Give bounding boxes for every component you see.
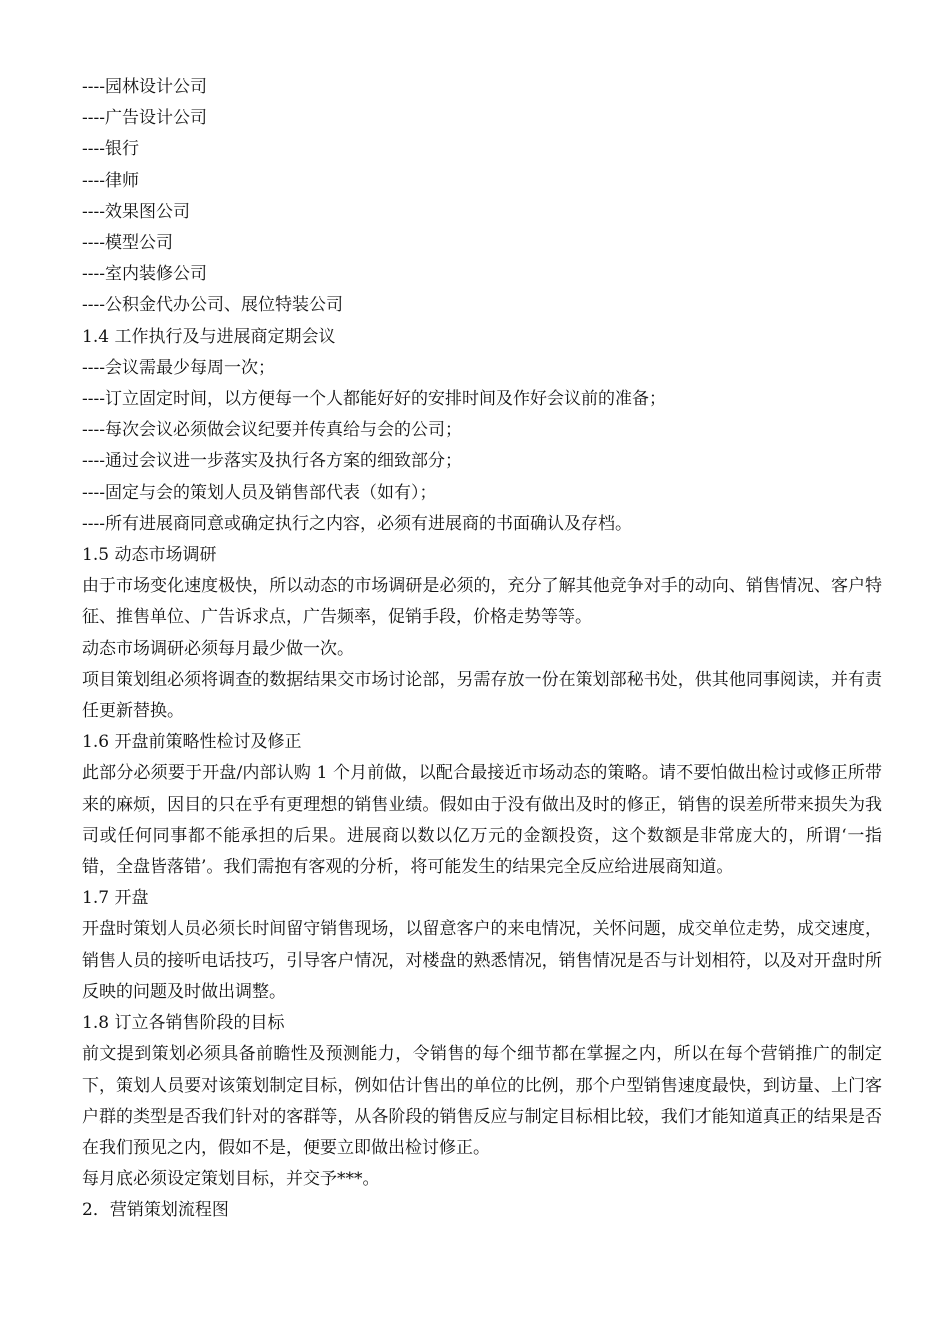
- section-heading-1-7: 1.7 开盘: [82, 888, 149, 909]
- list-item: ----公积金代办公司、展位特装公司: [82, 295, 343, 316]
- list-item: ----固定与会的策划人员及销售部代表（如有）；: [82, 482, 437, 503]
- paragraph: 开盘时策划人员必须长时间留守销售现场，以留意客户的来电情况，关怀问题，成交单位走势，成交速度，销售人员的接听电话技巧，引导客户情况，对楼盘的熟悉情况，销售情况是否与计划相符，以及对开盘时所反映的问题及时做出调整。: [82, 919, 882, 1002]
- list-item: ----律师: [82, 170, 139, 191]
- paragraph: 项目策划组必须将调查的数据结果交市场讨论部，另需存放一份在策划部秘书处，供其他同事阅读，并有责任更新替换。: [82, 669, 882, 722]
- document-body: [82, 72, 882, 1227]
- section-heading-2: 2．营销策划流程图: [82, 1200, 229, 1221]
- section-heading-1-6: 1.6 开盘前策略性检讨及修正: [82, 732, 302, 753]
- section-heading-1-5: 1.5 动态市场调研: [82, 545, 217, 566]
- list-item: ----广告设计公司: [82, 108, 207, 129]
- list-item: ----每次会议必须做会议纪要并传真给与会的公司；: [82, 420, 462, 441]
- paragraph: 此部分必须要于开盘/内部认购 1 个月前做，以配合最接近市场动态的策略。请不要怕做出检讨或修正所带来的麻烦，因目的只在乎有更理想的销售业绩。假如由于没有做出及时的修正，销售的误差所带来损失为我司或任何同事都不能承担的后果。进展商以数以亿万元的金额投资，这个数额是非常庞大的，所谓‘一指错，全盘皆落错’。我们需抱有客观的分析，将可能发生的结果完全反应给进展商知道。: [82, 763, 882, 878]
- paragraph: 前文提到策划必须具备前瞻性及预测能力，令销售的每个细节都在掌握之内，所以在每个营销推广的制定下，策划人员要对该策划制定目标，例如估计售出的单位的比例，那个户型销售速度最快，到访量、上门客户群的类型是否我们针对的客群等，从各阶段的销售反应与制定目标相比较，我们才能知道真正的结果是否在我们预见之内，假如不是，便要立即做出检讨修正。: [82, 1044, 882, 1158]
- list-item: ----所有进展商同意或确定执行之内容，必须有进展商的书面确认及存档。: [82, 513, 632, 534]
- paragraph: 每月底必须设定策划目标，并交予***。: [82, 1169, 380, 1190]
- list-item: ----订立固定时间，以方便每一个人都能好好的安排时间及作好会议前的准备；: [82, 389, 666, 410]
- list-item: ----银行: [82, 139, 139, 160]
- section-heading-1-8: 1.8 订立各销售阶段的目标: [82, 1013, 285, 1034]
- paragraph: 动态市场调研必须每月最少做一次。: [82, 638, 354, 659]
- list-item: ----室内装修公司: [82, 264, 207, 285]
- paragraph: 由于市场变化速度极快，所以动态的市场调研是必须的，充分了解其他竞争对手的动向、销售情况、客户特征、推售单位、广告诉求点，广告频率，促销手段，价格走势等等。: [82, 576, 882, 628]
- list-item: ----通过会议进一步落实及执行各方案的细致部分；: [82, 451, 462, 472]
- list-item: ----模型公司: [82, 233, 173, 254]
- list-item: ----会议需最少每周一次；: [82, 357, 275, 378]
- section-heading-1-4: 1.4 工作执行及与进展商定期会议: [82, 326, 336, 347]
- list-item: ----效果图公司: [82, 201, 190, 222]
- list-item: ----园林设计公司: [82, 77, 207, 97]
